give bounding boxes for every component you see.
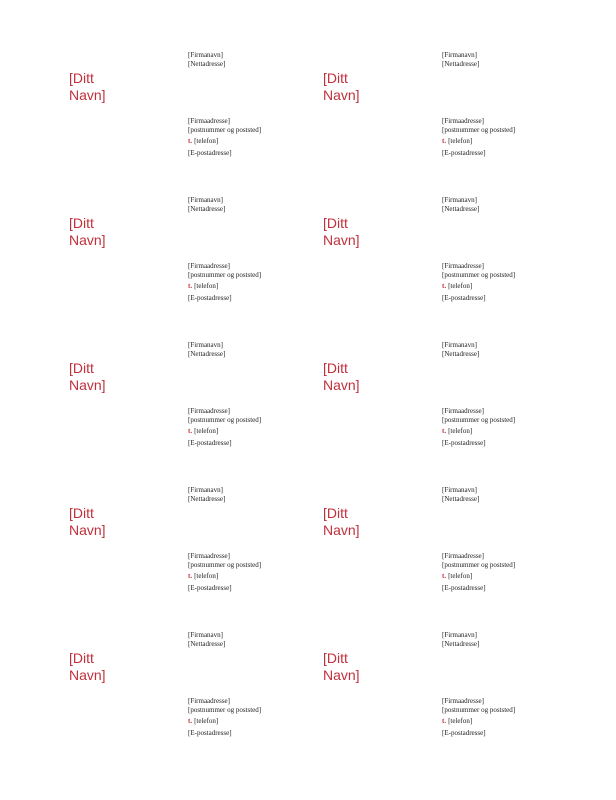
business-card xyxy=(323,51,573,191)
phone: [telefon] xyxy=(448,717,473,725)
contact-block xyxy=(188,407,261,447)
company-block xyxy=(442,341,479,358)
name-line-1: [Ditt xyxy=(69,70,94,86)
company-block xyxy=(188,486,225,503)
phone-row xyxy=(188,427,261,436)
name-line-2: Navn] xyxy=(69,667,106,683)
name-line-2: Navn] xyxy=(323,87,360,103)
phone: [telefon] xyxy=(448,282,473,290)
name-line-2: Navn] xyxy=(69,87,106,103)
email: [E-postadresse] xyxy=(442,728,486,737)
name-line-2: Navn] xyxy=(323,377,360,393)
contact-block xyxy=(188,262,261,302)
phone-label: t. xyxy=(442,572,447,580)
contact-block xyxy=(188,117,261,157)
phone-label: t. xyxy=(442,427,447,435)
contact-block xyxy=(442,552,515,592)
website: [Nettadresse] xyxy=(188,204,226,213)
name-line-2: Navn] xyxy=(69,232,106,248)
website: [Nettadresse] xyxy=(442,494,480,503)
company-name: [Firmanavn] xyxy=(442,341,477,349)
email: [E-postadresse] xyxy=(188,438,232,447)
email: [E-postadresse] xyxy=(442,438,486,447)
business-card xyxy=(69,196,319,336)
business-card xyxy=(69,486,319,626)
name-line-1: [Ditt xyxy=(323,505,348,521)
name-line-1: [Ditt xyxy=(323,360,348,376)
name-line-1: [Ditt xyxy=(323,650,348,666)
phone-label: t. xyxy=(442,137,447,145)
phone-row xyxy=(188,572,261,581)
company-address: [Firmaadresse] xyxy=(442,697,484,705)
email: [E-postadresse] xyxy=(442,293,486,302)
company-name: [Firmanavn] xyxy=(188,486,223,494)
phone: [telefon] xyxy=(194,572,219,580)
postal-code-city: [postnummer og poststed] xyxy=(188,270,262,279)
company-name: [Firmanavn] xyxy=(442,631,477,639)
phone: [telefon] xyxy=(448,427,473,435)
phone-label: t. xyxy=(442,717,447,725)
postal-code-city: [postnummer og poststed] xyxy=(188,415,262,424)
phone-row xyxy=(188,717,261,726)
company-block xyxy=(188,341,225,358)
website: [Nettadresse] xyxy=(442,59,480,68)
phone: [telefon] xyxy=(194,137,219,145)
website: [Nettadresse] xyxy=(442,349,480,358)
phone: [telefon] xyxy=(448,572,473,580)
business-card xyxy=(69,631,319,771)
name-line-2: Navn] xyxy=(69,522,106,538)
website: [Nettadresse] xyxy=(188,349,226,358)
phone-row xyxy=(188,137,261,146)
company-address: [Firmaadresse] xyxy=(442,262,484,270)
phone-row xyxy=(442,717,515,726)
name-line-2: Navn] xyxy=(323,232,360,248)
contact-block xyxy=(442,117,515,157)
company-address: [Firmaadresse] xyxy=(442,552,484,560)
your-name xyxy=(69,360,106,394)
company-name: [Firmanavn] xyxy=(442,51,477,59)
phone-row xyxy=(442,137,515,146)
company-block xyxy=(442,196,479,213)
contact-block xyxy=(442,407,515,447)
postal-code-city: [postnummer og poststed] xyxy=(188,125,262,134)
company-address: [Firmaadresse] xyxy=(188,697,230,705)
business-card xyxy=(323,341,573,481)
company-name: [Firmanavn] xyxy=(188,341,223,349)
your-name xyxy=(69,215,106,249)
phone-row xyxy=(442,427,515,436)
company-address: [Firmaadresse] xyxy=(188,262,230,270)
name-line-1: [Ditt xyxy=(323,215,348,231)
company-address: [Firmaadresse] xyxy=(188,407,230,415)
email: [E-postadresse] xyxy=(442,583,486,592)
business-card xyxy=(69,341,319,481)
email: [E-postadresse] xyxy=(188,148,232,157)
phone-label: t. xyxy=(188,717,193,725)
website: [Nettadresse] xyxy=(442,639,480,648)
phone-label: t. xyxy=(442,282,447,290)
company-address: [Firmaadresse] xyxy=(188,552,230,560)
phone: [telefon] xyxy=(194,282,219,290)
postal-code-city: [postnummer og poststed] xyxy=(442,270,516,279)
contact-block xyxy=(442,697,515,737)
phone-label: t. xyxy=(188,427,193,435)
company-name: [Firmanavn] xyxy=(442,486,477,494)
postal-code-city: [postnummer og poststed] xyxy=(442,415,516,424)
business-card xyxy=(323,196,573,336)
postal-code-city: [postnummer og poststed] xyxy=(188,560,262,569)
phone: [telefon] xyxy=(448,137,473,145)
name-line-1: [Ditt xyxy=(69,650,94,666)
website: [Nettadresse] xyxy=(188,639,226,648)
company-block xyxy=(188,51,225,68)
phone-row xyxy=(188,282,261,291)
company-block xyxy=(188,631,225,648)
your-name xyxy=(323,215,360,249)
phone-row xyxy=(442,282,515,291)
phone-label: t. xyxy=(188,282,193,290)
contact-block xyxy=(188,552,261,592)
your-name xyxy=(323,360,360,394)
company-name: [Firmanavn] xyxy=(188,196,223,204)
company-name: [Firmanavn] xyxy=(188,51,223,59)
name-line-1: [Ditt xyxy=(69,215,94,231)
contact-block xyxy=(442,262,515,302)
phone-label: t. xyxy=(188,137,193,145)
email: [E-postadresse] xyxy=(442,148,486,157)
name-line-2: Navn] xyxy=(69,377,106,393)
company-address: [Firmaadresse] xyxy=(188,117,230,125)
company-block xyxy=(442,486,479,503)
company-block xyxy=(442,631,479,648)
email: [E-postadresse] xyxy=(188,293,232,302)
company-address: [Firmaadresse] xyxy=(442,407,484,415)
name-line-2: Navn] xyxy=(323,667,360,683)
phone-label: t. xyxy=(188,572,193,580)
website: [Nettadresse] xyxy=(442,204,480,213)
contact-block xyxy=(188,697,261,737)
business-card xyxy=(323,486,573,626)
company-block xyxy=(442,51,479,68)
phone: [telefon] xyxy=(194,427,219,435)
your-name xyxy=(69,650,106,684)
email: [E-postadresse] xyxy=(188,728,232,737)
postal-code-city: [postnummer og poststed] xyxy=(442,125,516,134)
postal-code-city: [postnummer og poststed] xyxy=(442,705,516,714)
email: [E-postadresse] xyxy=(188,583,232,592)
your-name xyxy=(69,505,106,539)
company-address: [Firmaadresse] xyxy=(442,117,484,125)
your-name xyxy=(323,650,360,684)
your-name xyxy=(323,505,360,539)
name-line-1: [Ditt xyxy=(323,70,348,86)
company-block xyxy=(188,196,225,213)
your-name xyxy=(323,70,360,104)
postal-code-city: [postnummer og poststed] xyxy=(188,705,262,714)
phone: [telefon] xyxy=(194,717,219,725)
name-line-1: [Ditt xyxy=(69,360,94,376)
company-name: [Firmanavn] xyxy=(188,631,223,639)
your-name xyxy=(69,70,106,104)
name-line-1: [Ditt xyxy=(69,505,94,521)
name-line-2: Navn] xyxy=(323,522,360,538)
company-name: [Firmanavn] xyxy=(442,196,477,204)
postal-code-city: [postnummer og poststed] xyxy=(442,560,516,569)
website: [Nettadresse] xyxy=(188,59,226,68)
phone-row xyxy=(442,572,515,581)
website: [Nettadresse] xyxy=(188,494,226,503)
business-card xyxy=(69,51,319,191)
business-card xyxy=(323,631,573,771)
